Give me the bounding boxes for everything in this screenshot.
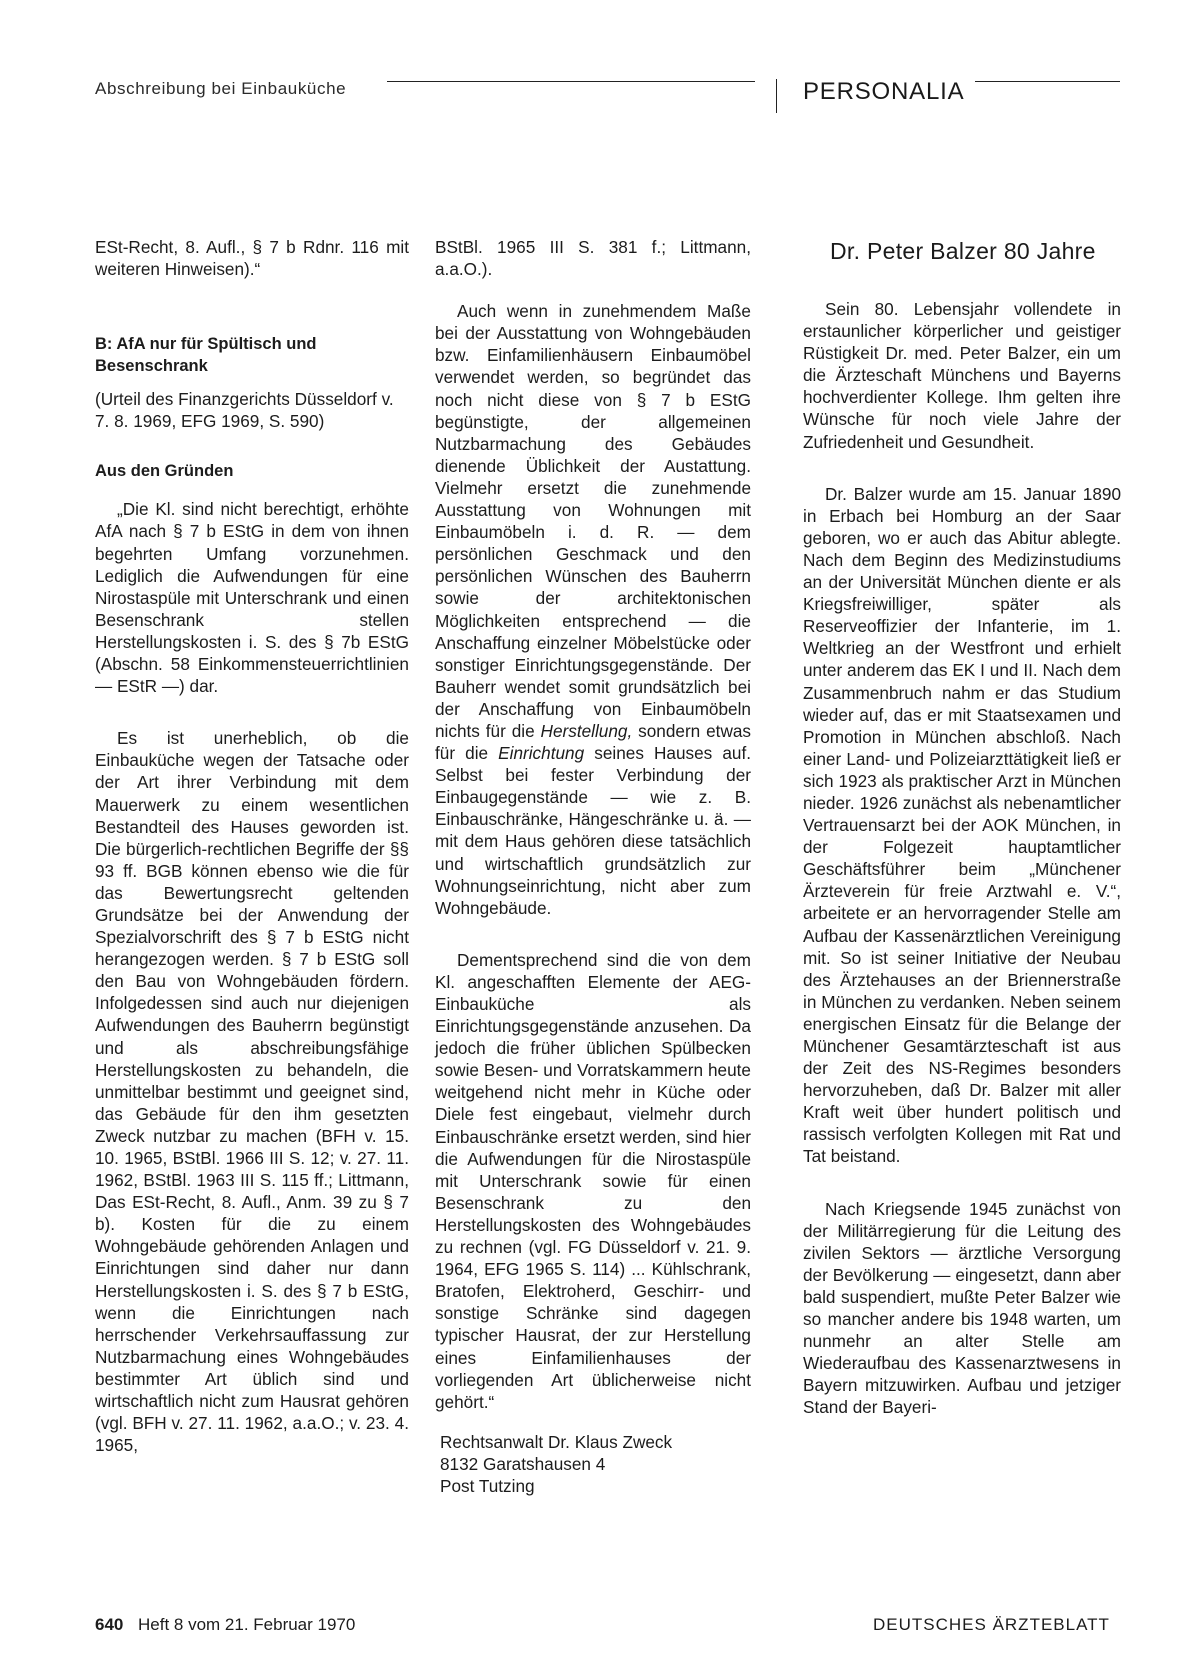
header-rule-right: [975, 81, 1120, 82]
body-paragraph: Auch wenn in zunehmendem Maße bei der Ausstattung von Wohngebäuden bzw. Einfamilienhäusern Einbaumöbel verwendet werden, so begründet das noch nicht diese von § 7 b EStG begünstigte, der allgemeinen Nutzbarmachung des Gebäudes dienende Üblichkeit der Austattung. Vielmehr ersetzt die zunehmende Ausstattung von Wohnungen mit Einbaumöbeln i. d. R. — dem persönlichen Geschmack und den persönlichen Wünschen des Bauherrn sowie der architektonischen Möglichkeiten entsprechend — die Anschaffung einzelner Möbelstücke oder sonstiger Einrichtungsgegenstände. Der Bauherr wendet somit grundsätzlich bei der Anschaffung von Einbaumöbeln nichts für die Herstellung, sondern etwas für die Einrichtung seines Hauses auf. Selbst bei fester Verbindung der Einbaugegenstände — wie z. B. Einbauschränke, Hängeschränke u. ä. — mit dem Haus gehören diese tatsächlich und wirtschaftlich grundsätzlich zur Wohnungseinrichtung, nicht aber zum Wohngebäude.: [435, 301, 752, 918]
section-label: PERSONALIA: [803, 78, 965, 105]
header-rule-left: [387, 81, 755, 82]
continued-paragraph: BStBl. 1965 III S. 381 f.; Littmann, a.a.O.).: [435, 237, 751, 280]
page-number: 640: [95, 1615, 124, 1634]
author-signature: [435, 1431, 751, 1497]
continued-paragraph: ESt-Recht, 8. Aufl., § 7 b Rdnr. 116 mit weiteren Hinweisen).“: [95, 237, 409, 280]
body-paragraph: Es ist unerheblich, ob die Einbauküche wegen der Tatsache oder der Art ihrer Verbindung mit dem Mauerwerk zu einem wesentlichen Bestandteil des Hauses geworden ist. Die bürgerlich-rechtlichen Begriffe der §§ 93 ff. BGB können ebenso wie die für das Bewertungsrecht geltenden Grundsätze bei der Anwendung der Spezialvorschrift des § 7 b EStG nicht herangezogen werden. § 7 b EStG soll den Bau von Wohngebäuden fördern. Infolgedessen sind auch nur diejenigen Aufwendungen des Bauherrn begünstigt und als abschreibungsfähige Herstellungskosten zu behandeln, die unmittelbar bestimmt und geeignet sind, das Gebäude für den ihm gesetzten Zweck nutzbar zu machen (BFH v. 15. 10. 1965, BStBl. 1966 III S. 12; v. 27. 11. 1962, BStBl. 1963 III S. 115 ff.; Littmann, Das ESt-Recht, 8. Aufl., Anm. 39 zu § 7 b). Kosten für die zu einem Wohngebäude gehörenden Anlagen und Einrichtungen sind daher nur dann Herstellungskosten i. S. des § 7 b EStG, wenn die Einrichtungen nach herrschender Verkehrsauffassung zur Nutzbarmachung eines Wohngebäudes bestimmter Art üblich sind und wirtschaftlich nicht zum Hausrat gehören (vgl. BFH v. 27. 11. 1962, a.a.O.; v. 23. 4. 1965,: [95, 728, 409, 1456]
court-citation: (Urteil des Finanzgerichts Düsseldorf v. 7. 8. 1969, EFG 1969, S. 590): [95, 389, 394, 432]
body-paragraph: Nach Kriegsende 1945 zunächst von der Militärregierung für die Leitung des zivilen Sektors — ärztliche Versorgung der Bevölkerung — eingesetzt, dann aber bald suspendiert, mußte Peter Balzer wie so mancher andere bis 1948 warten, um nunmehr an alter Stelle am Wiederaufbau des Kassenarztwesens in Bayern mitzuwirken. Aufbau und jetziger Stand der Bayeri-: [803, 1198, 1121, 1418]
body-paragraph: Dr. Balzer wurde am 15. Januar 1890 in Erbach bei Homburg an der Saar geboren, wo er auch das Abitur ablegte. Nach dem Beginn des Medizinstudiums an der Universität München diente er als Kriegsfreiwilliger, später als Reserveoffizier der Infanterie, im 1. Weltkrieg an der Westfront und erhielt unter anderem das EK I und II. Nach dem Zusammenbruch nahm er das Studium wieder auf, das er mit Staatsexamen und Promotion in München abschloß. Nach einer Land- und Polizeiarzttätigkeit ließ er sich 1923 als praktischer Arzt in München nieder. 1926 zunächst als nebenamtlicher Vertrauensarzt bei der AOK München, in der Folgezeit hauptamtlicher Geschäftsführer beim „Münchener Ärzteverein für freie Arztwahl e. V.“, arbeitete er an hervorragender Stelle am Aufbau der Kassenärztlichen Vereinigung mit. So ist seiner Initiative der Neubau des Ärztehauses an der Briennerstraße in München zu verdanken. Neben seinem energischen Einsatz für die Belange der Münchener Gesamtärzteschaft ist aus der Zeit des NS-Regimes besonders hervorzuheben, daß Dr. Balzer mit aller Kraft weit über hundert politisch und rassisch verfolgten Kollegen mit Rat und Tat beistand.: [803, 483, 1121, 1167]
issue-info: Heft 8 vom 21. Februar 1970: [138, 1615, 356, 1634]
header-column-divider: [776, 79, 777, 113]
body-paragraph: Sein 80. Lebensjahr vollendete in erstaunlicher körperlicher und geistiger Rüstigkeit Dr. med. Peter Balzer, ein um die Ärzteschaft Münchens und Bayerns hochverdienter Kollege. Ihm gelten ihre Wünsche für noch viele Jahre der Zufriedenheit und Gesundheit.: [803, 299, 1121, 452]
author-address: 8132 Garatshausen 4: [440, 1453, 606, 1474]
author-name: Rechtsanwalt Dr. Klaus Zweck: [440, 1431, 673, 1452]
journal-name: DEUTSCHES ÄRZTEBLATT: [873, 1615, 1110, 1634]
article-heading: B: AfA nur für Spültisch und Besenschrank: [95, 335, 317, 376]
body-paragraph: „Die Kl. sind nicht berechtigt, erhöhte AfA nach § 7 b EStG in dem von ihnen begehrten Umfang vorzunehmen. Lediglich die Aufwendungen für eine Nirostaspüle mit Unterschrank und einen Besenschrank stellen Herstellungskosten i. S. des § 7b EStG (Abschn. 58 Einkommensteuerrichtlinien — EStR —) dar.: [95, 499, 409, 697]
column-3: [803, 298, 1121, 1419]
author-town: Post Tutzing: [440, 1475, 535, 1496]
article-title: Dr. Peter Balzer 80 Jahre: [830, 238, 1096, 264]
column-1: [95, 236, 409, 1456]
body-paragraph: Dementsprechend sind die von dem Kl. angeschafften Elemente der AEG-Einbauküche als Einrichtungsgegenstände anzusehen. Da jedoch die früher üblichen Spülbecken sowie Besen- und Vorratskammern heute weitgehend nicht mehr in Küche oder Diele fest eingebaut, vielmehr durch Einbauschränke ersetzt werden, sind hier die Aufwendungen für die Nirostaspüle mit Unterschrank sowie für einen Besenschrank zu den Herstellungskosten des Wohngebäudes zu rechnen (vgl. FG Düsseldorf v. 21. 9. 1964, EFG 1965 S. 114) ... Kühlschrank, Bratofen, Elektroherd, Geschirr- und sonstige Schränke sind dagegen typischer Hausrat, der zur Herstellung eines Einfamilienhauses der vorliegenden Art üblicherweise nicht gehört.“: [435, 949, 751, 1412]
subheading: Aus den Gründen: [95, 462, 234, 481]
running-header-title: Abschreibung bei Einbauküche: [95, 79, 347, 98]
column-2: [435, 236, 751, 1497]
